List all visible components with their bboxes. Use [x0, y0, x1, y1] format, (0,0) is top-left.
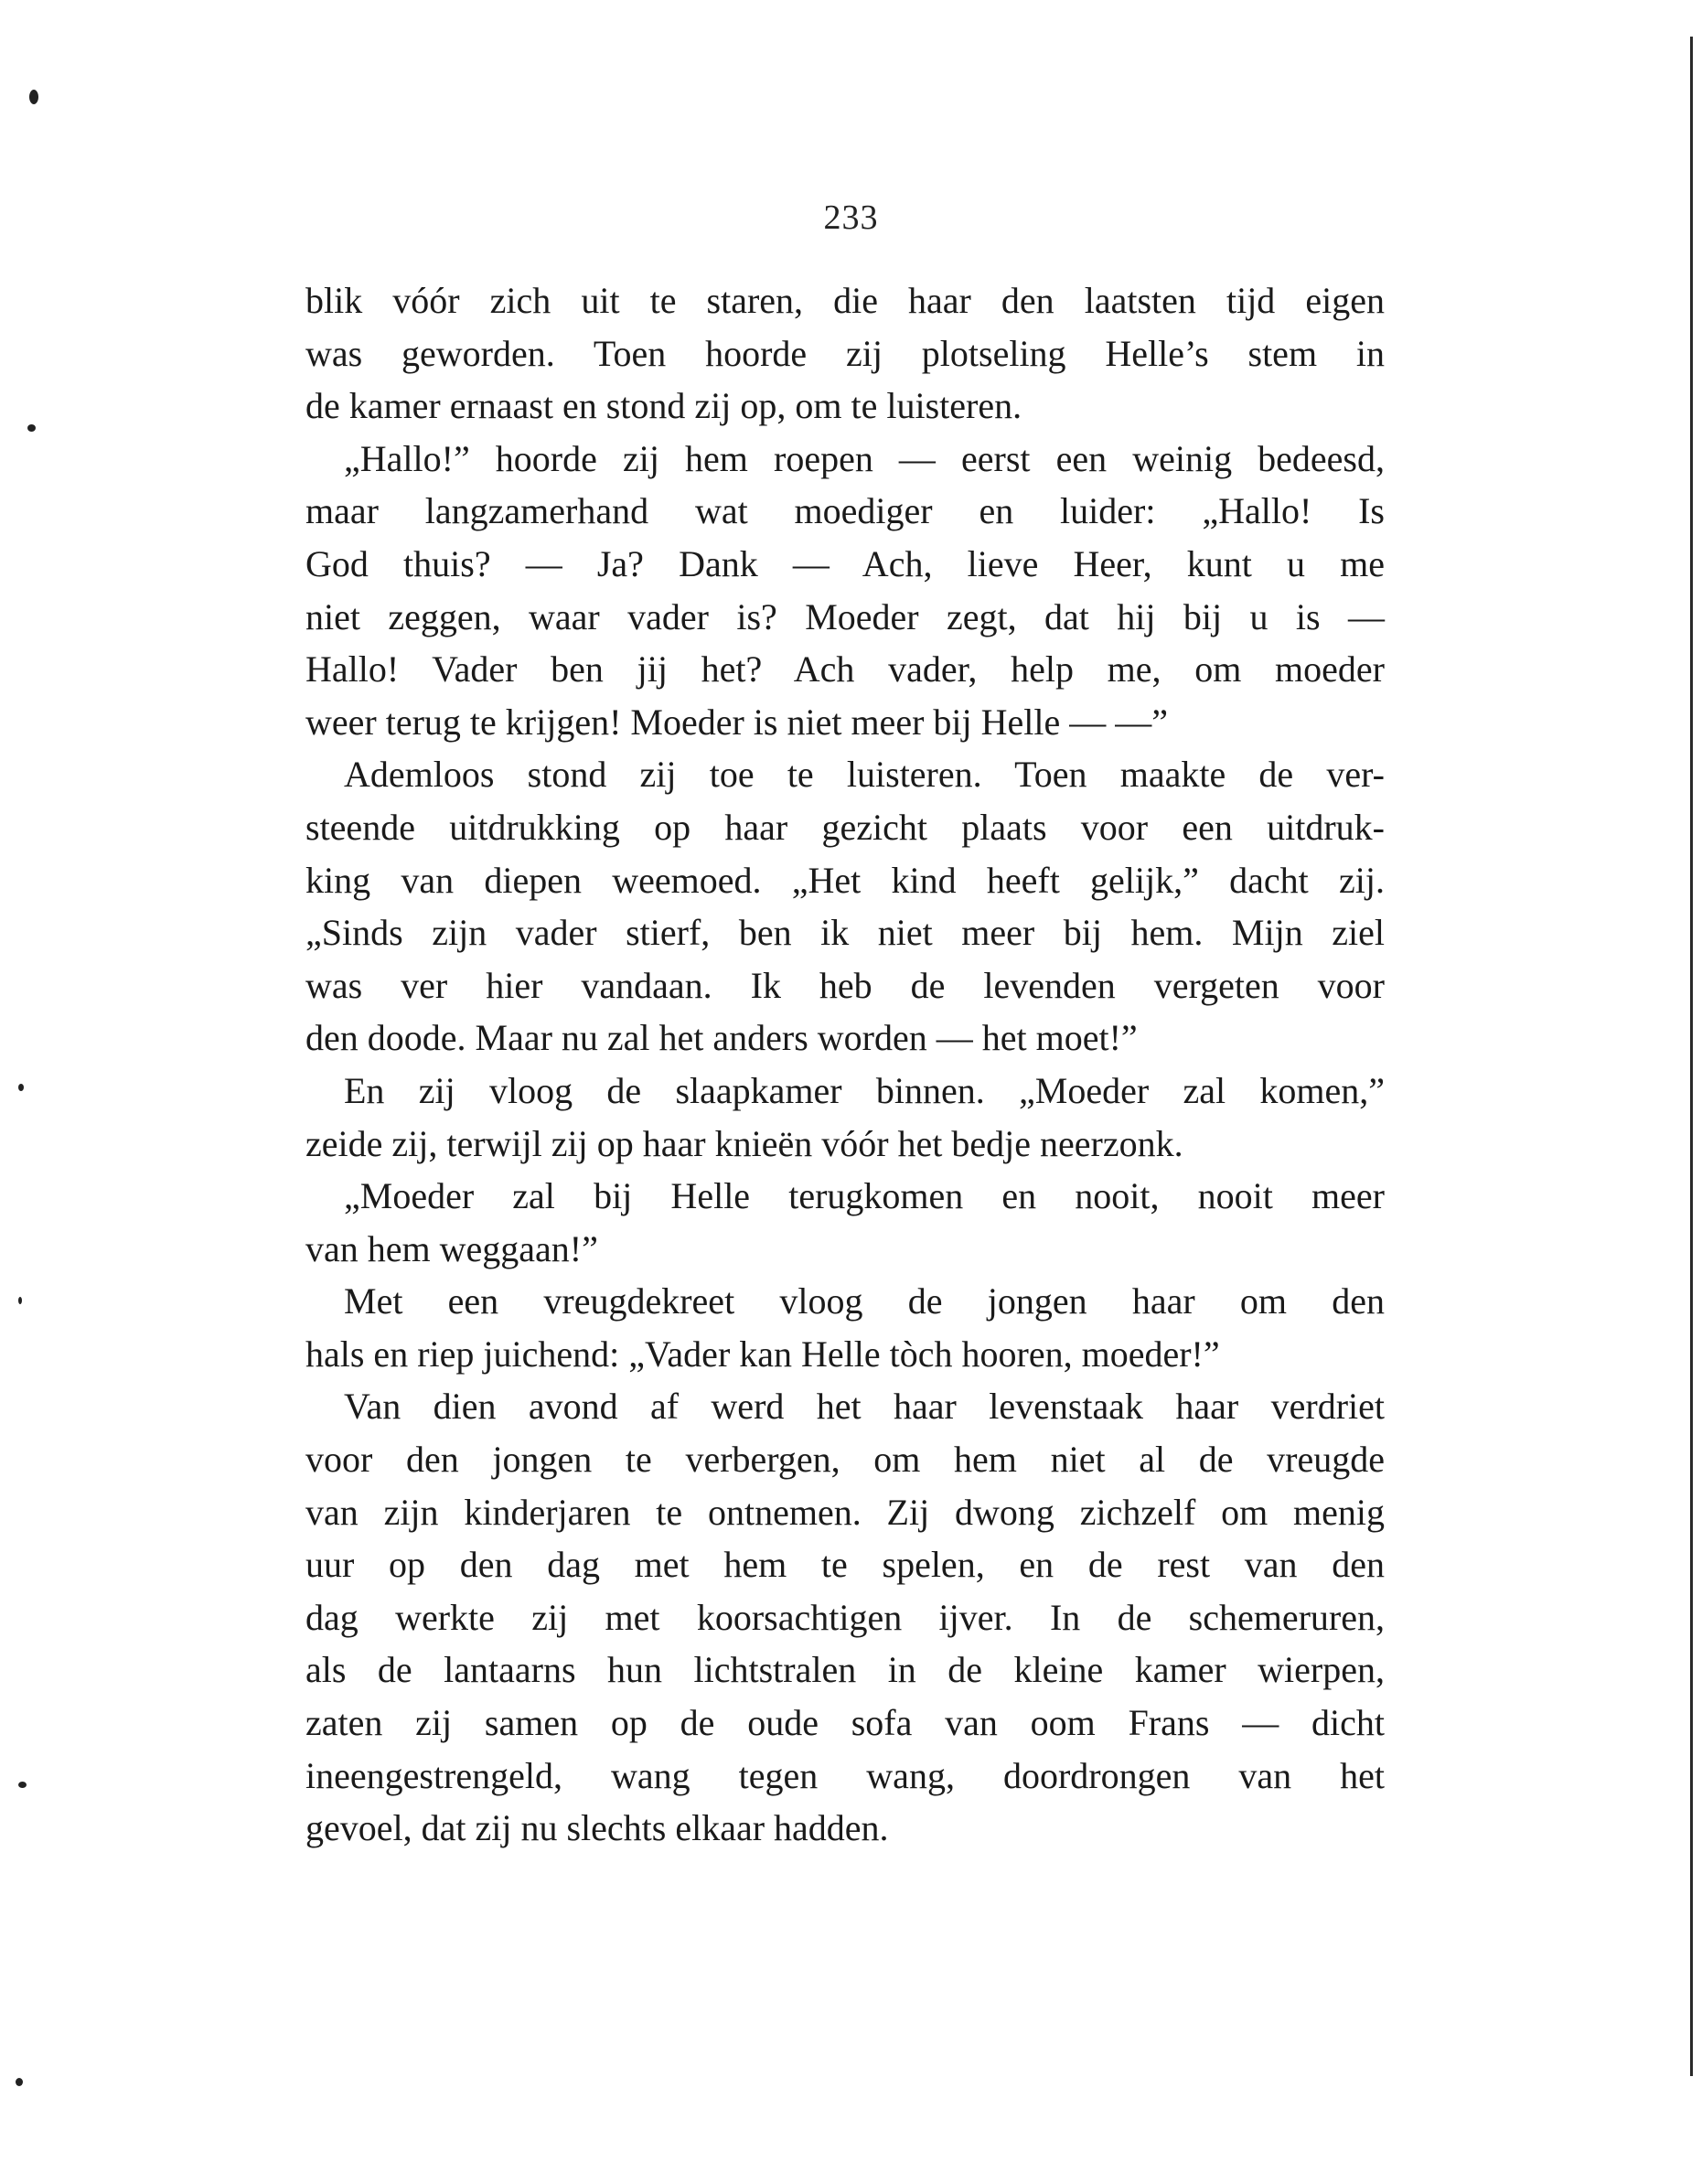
- text-line: king van diepen weemoed. „Het kind heeft gelijk,” dacht zij.: [305, 859, 1385, 901]
- text-line: van zijn kinderjaren te ontnemen. Zij dwong zichzelf om menig: [305, 1491, 1385, 1533]
- text-line: Ademloos stond zij toe te luisteren. Toen maakte de ver-: [344, 754, 1385, 796]
- scan-speck: [18, 1297, 22, 1304]
- scan-speck: [18, 1084, 24, 1091]
- text-line: dag werkte zij met koorsachtigen ijver. In de schemeruren,: [305, 1596, 1385, 1638]
- text-line: En zij vloog de slaapkamer binnen. „Moeder zal komen,”: [344, 1069, 1385, 1111]
- text-line: „Hallo!” hoorde zij hem roepen — eerst een weinig bedeesd,: [344, 437, 1385, 479]
- text-line: weer terug te krijgen! Moeder is niet meer bij Helle — —”: [305, 701, 1168, 743]
- text-line: Hallo! Vader ben jij het? Ach vader, help me, om moeder: [305, 648, 1385, 691]
- scan-speck: [27, 424, 36, 432]
- text-line: van hem weggaan!”: [305, 1227, 598, 1269]
- text-line: „Moeder zal bij Helle terugkomen en nooit, nooit meer: [344, 1175, 1385, 1217]
- text-line: Van dien avond af werd het haar levenstaak haar verdriet: [344, 1386, 1385, 1428]
- text-line: Met een vreugdekreet vloog de jongen haar om den: [344, 1280, 1385, 1322]
- text-line: was geworden. Toen hoorde zij plotseling Helle’s stem in: [305, 332, 1385, 374]
- text-line: uur op den dag met hem te spelen, en de rest van den: [305, 1544, 1385, 1586]
- text-line: als de lantaarns hun lichtstralen in de kleine kamer wierpen,: [305, 1649, 1385, 1691]
- text-line: „Sinds zijn vader stierf, ben ik niet meer bij hem. Mijn ziel: [305, 912, 1385, 954]
- text-line: God thuis? — Ja? Dank — Ach, lieve Heer, kunt u me: [305, 542, 1385, 584]
- text-line: de kamer ernaast en stond zij op, om te luisteren.: [305, 385, 1022, 427]
- page-number: 233: [823, 198, 879, 237]
- text-line: steende uitdrukking op haar gezicht plaats voor een uitdruk-: [305, 806, 1385, 848]
- text-line: blik vóór zich uit te staren, die haar den laatsten tijd eigen: [305, 280, 1385, 321]
- text-line: gevoel, dat zij nu slechts elkaar hadden.: [305, 1807, 889, 1849]
- text-line: zaten zij samen op de oude sofa van oom Frans — dicht: [305, 1702, 1385, 1744]
- scan-speck: [18, 1782, 27, 1788]
- scan-speck: [29, 90, 38, 104]
- text-line: zeide zij, terwijl zij op haar knieën vóór het bedje neerzonk.: [305, 1122, 1183, 1164]
- text-line: ineengestrengeld, wang tegen wang, doordrongen van het: [305, 1754, 1385, 1796]
- text-line: den doode. Maar nu zal het anders worden — het moet!”: [305, 1017, 1138, 1059]
- body-text: [305, 274, 1385, 1855]
- text-line: was ver hier vandaan. Ik heb de levenden vergeten voor: [305, 964, 1385, 1006]
- page-edge-line: [1690, 37, 1693, 2076]
- text-line: niet zeggen, waar vader is? Moeder zegt, dat hij bij u is —: [305, 595, 1385, 637]
- text-line: hals en riep juichend: „Vader kan Helle tòch hooren, moeder!”: [305, 1333, 1220, 1375]
- text-line: maar langzamerhand wat moediger en luider: „Hallo! Is: [305, 490, 1385, 532]
- scan-speck: [16, 2078, 23, 2086]
- text-line: voor den jongen te verbergen, om hem niet al de vreugde: [305, 1439, 1385, 1481]
